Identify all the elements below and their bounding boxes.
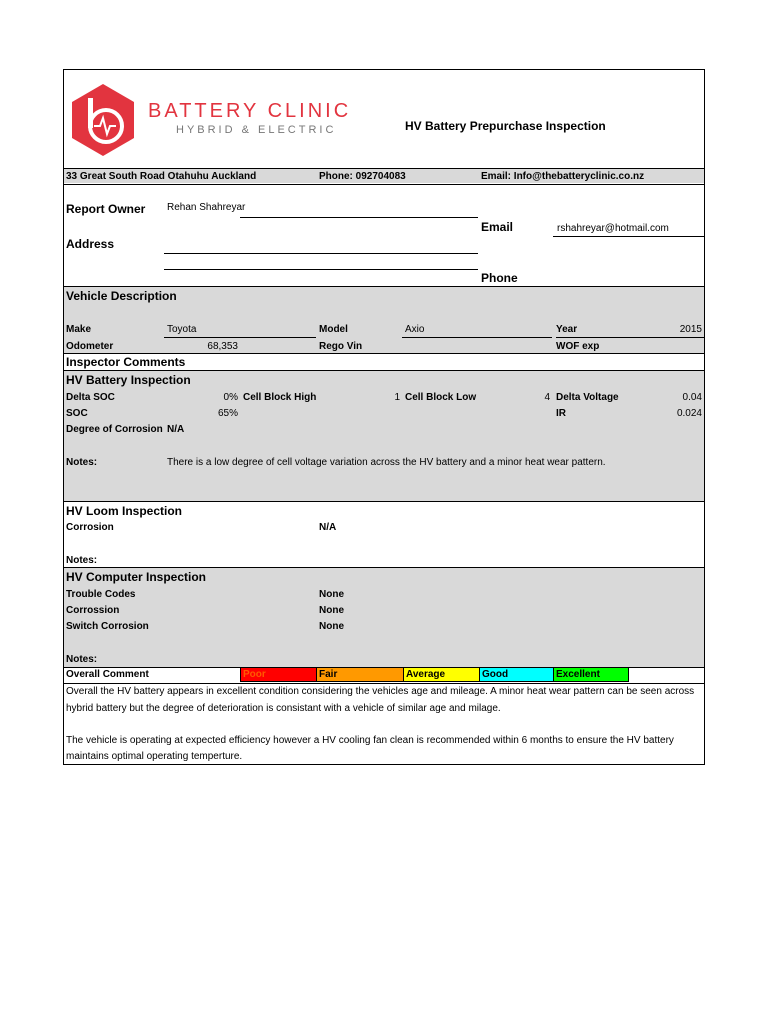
- odometer-label: Odometer: [66, 341, 114, 352]
- rating-excellent: Excellent: [553, 667, 629, 682]
- switch-corrosion-value: None: [319, 621, 344, 632]
- rating-good: Good: [479, 667, 554, 682]
- soc-value: 65%: [217, 408, 238, 419]
- loom-section-title: HV Loom Inspection: [66, 504, 183, 518]
- overall-paragraph-2-line-2: maintains optimal operating temperture.: [66, 751, 243, 762]
- computer-section-title: HV Computer Inspection: [66, 570, 207, 584]
- switch-corrosion-label: Switch Corrosion: [66, 621, 149, 632]
- year-label: Year: [556, 324, 578, 335]
- rating-fair: Fair: [316, 667, 404, 682]
- company-email[interactable]: Email: Info@thebatteryclinic.co.nz: [481, 171, 645, 182]
- overall-paragraph-2-line-1: The vehicle is operating at expected efficiency however a HV cooling fan clean is recommended within 6 months to ensure the HV battery: [66, 735, 674, 746]
- computer-corrosion-label: Corrossion: [66, 605, 120, 616]
- report-owner-underline: [240, 217, 478, 218]
- model-value: Axio: [405, 324, 425, 335]
- email-value: rshahreyar@hotmail.com: [557, 223, 669, 234]
- delta-voltage-label: Delta Voltage: [556, 392, 619, 403]
- make-label: Make: [66, 324, 92, 335]
- battery-section-title: HV Battery Inspection: [66, 373, 191, 387]
- loom-corrosion-value: N/A: [319, 522, 337, 533]
- trouble-codes-label: Trouble Codes: [66, 589, 136, 600]
- company-phone: Phone: 092704083: [319, 171, 406, 182]
- year-value: 2015: [679, 324, 702, 335]
- address-label: Address: [66, 237, 115, 251]
- address-line-1: [164, 253, 478, 254]
- logo-area: [64, 70, 352, 167]
- odometer-value: 68,353: [207, 341, 238, 352]
- computer-corrosion-value: None: [319, 605, 344, 616]
- degree-of-corrosion-value: N/A: [167, 424, 185, 435]
- cell-block-low-label: Cell Block Low: [405, 392, 477, 403]
- battery-notes-label: Notes:: [66, 457, 98, 468]
- brand-name: BATTERY CLINIC: [148, 100, 352, 122]
- address-line-2: [164, 269, 478, 270]
- soc-label: SOC: [66, 408, 88, 419]
- ir-label: IR: [556, 408, 566, 419]
- cell-block-low-value: 4: [544, 392, 550, 403]
- overall-paragraph-1-line-2: hybrid battery but the degree of deterioration is consistant with a vehicle of similar age and milage.: [66, 703, 501, 714]
- rego-vin-label: Rego Vin: [319, 341, 363, 352]
- report-owner-value: Rehan Shahreyar: [167, 202, 246, 213]
- computer-notes-label: Notes:: [66, 654, 98, 665]
- report-owner-label: Report Owner: [66, 202, 146, 216]
- report-title: HV Battery Prepurchase Inspection: [405, 119, 606, 133]
- ir-value: 0.024: [676, 408, 702, 419]
- overall-paragraph-1-line-1: Overall the HV battery appears in excellent condition considering the vehicles age and mileage. A minor heat wear pattern can be seen across: [66, 686, 695, 697]
- delta-soc-label: Delta SOC: [66, 392, 115, 403]
- company-address: 33 Great South Road Otahuhu Auckland: [66, 171, 257, 182]
- loom-notes-label: Notes:: [66, 555, 98, 566]
- model-label: Model: [319, 324, 348, 335]
- battery-clinic-logo-icon: [70, 84, 136, 156]
- trouble-codes-value: None: [319, 589, 344, 600]
- battery-notes-value: There is a low degree of cell voltage variation across the HV battery and a minor heat wear pattern.: [167, 457, 606, 468]
- email-underline: [553, 236, 705, 237]
- rating-poor: Poor: [240, 667, 317, 682]
- brand-subtitle: HYBRID & ELECTRIC: [176, 124, 337, 136]
- loom-corrosion-label: Corrosion: [66, 522, 114, 533]
- email-label: Email: [481, 220, 514, 234]
- inspector-comments-title: Inspector Comments: [66, 355, 186, 369]
- rating-average: Average: [403, 667, 480, 682]
- cell-block-high-label: Cell Block High: [243, 392, 317, 403]
- make-value: Toyota: [167, 324, 197, 335]
- phone-label: Phone: [481, 271, 518, 285]
- cell-block-high-value: 1: [394, 392, 400, 403]
- degree-of-corrosion-label: Degree of Corrosion: [66, 424, 163, 435]
- wof-exp-label: WOF exp: [556, 341, 600, 352]
- delta-voltage-value: 0.04: [682, 392, 702, 403]
- overall-comment-label: Overall Comment: [66, 669, 149, 680]
- delta-soc-value: 0%: [223, 392, 238, 403]
- vehicle-section-title: Vehicle Description: [66, 289, 177, 303]
- battery-section: [64, 371, 704, 501]
